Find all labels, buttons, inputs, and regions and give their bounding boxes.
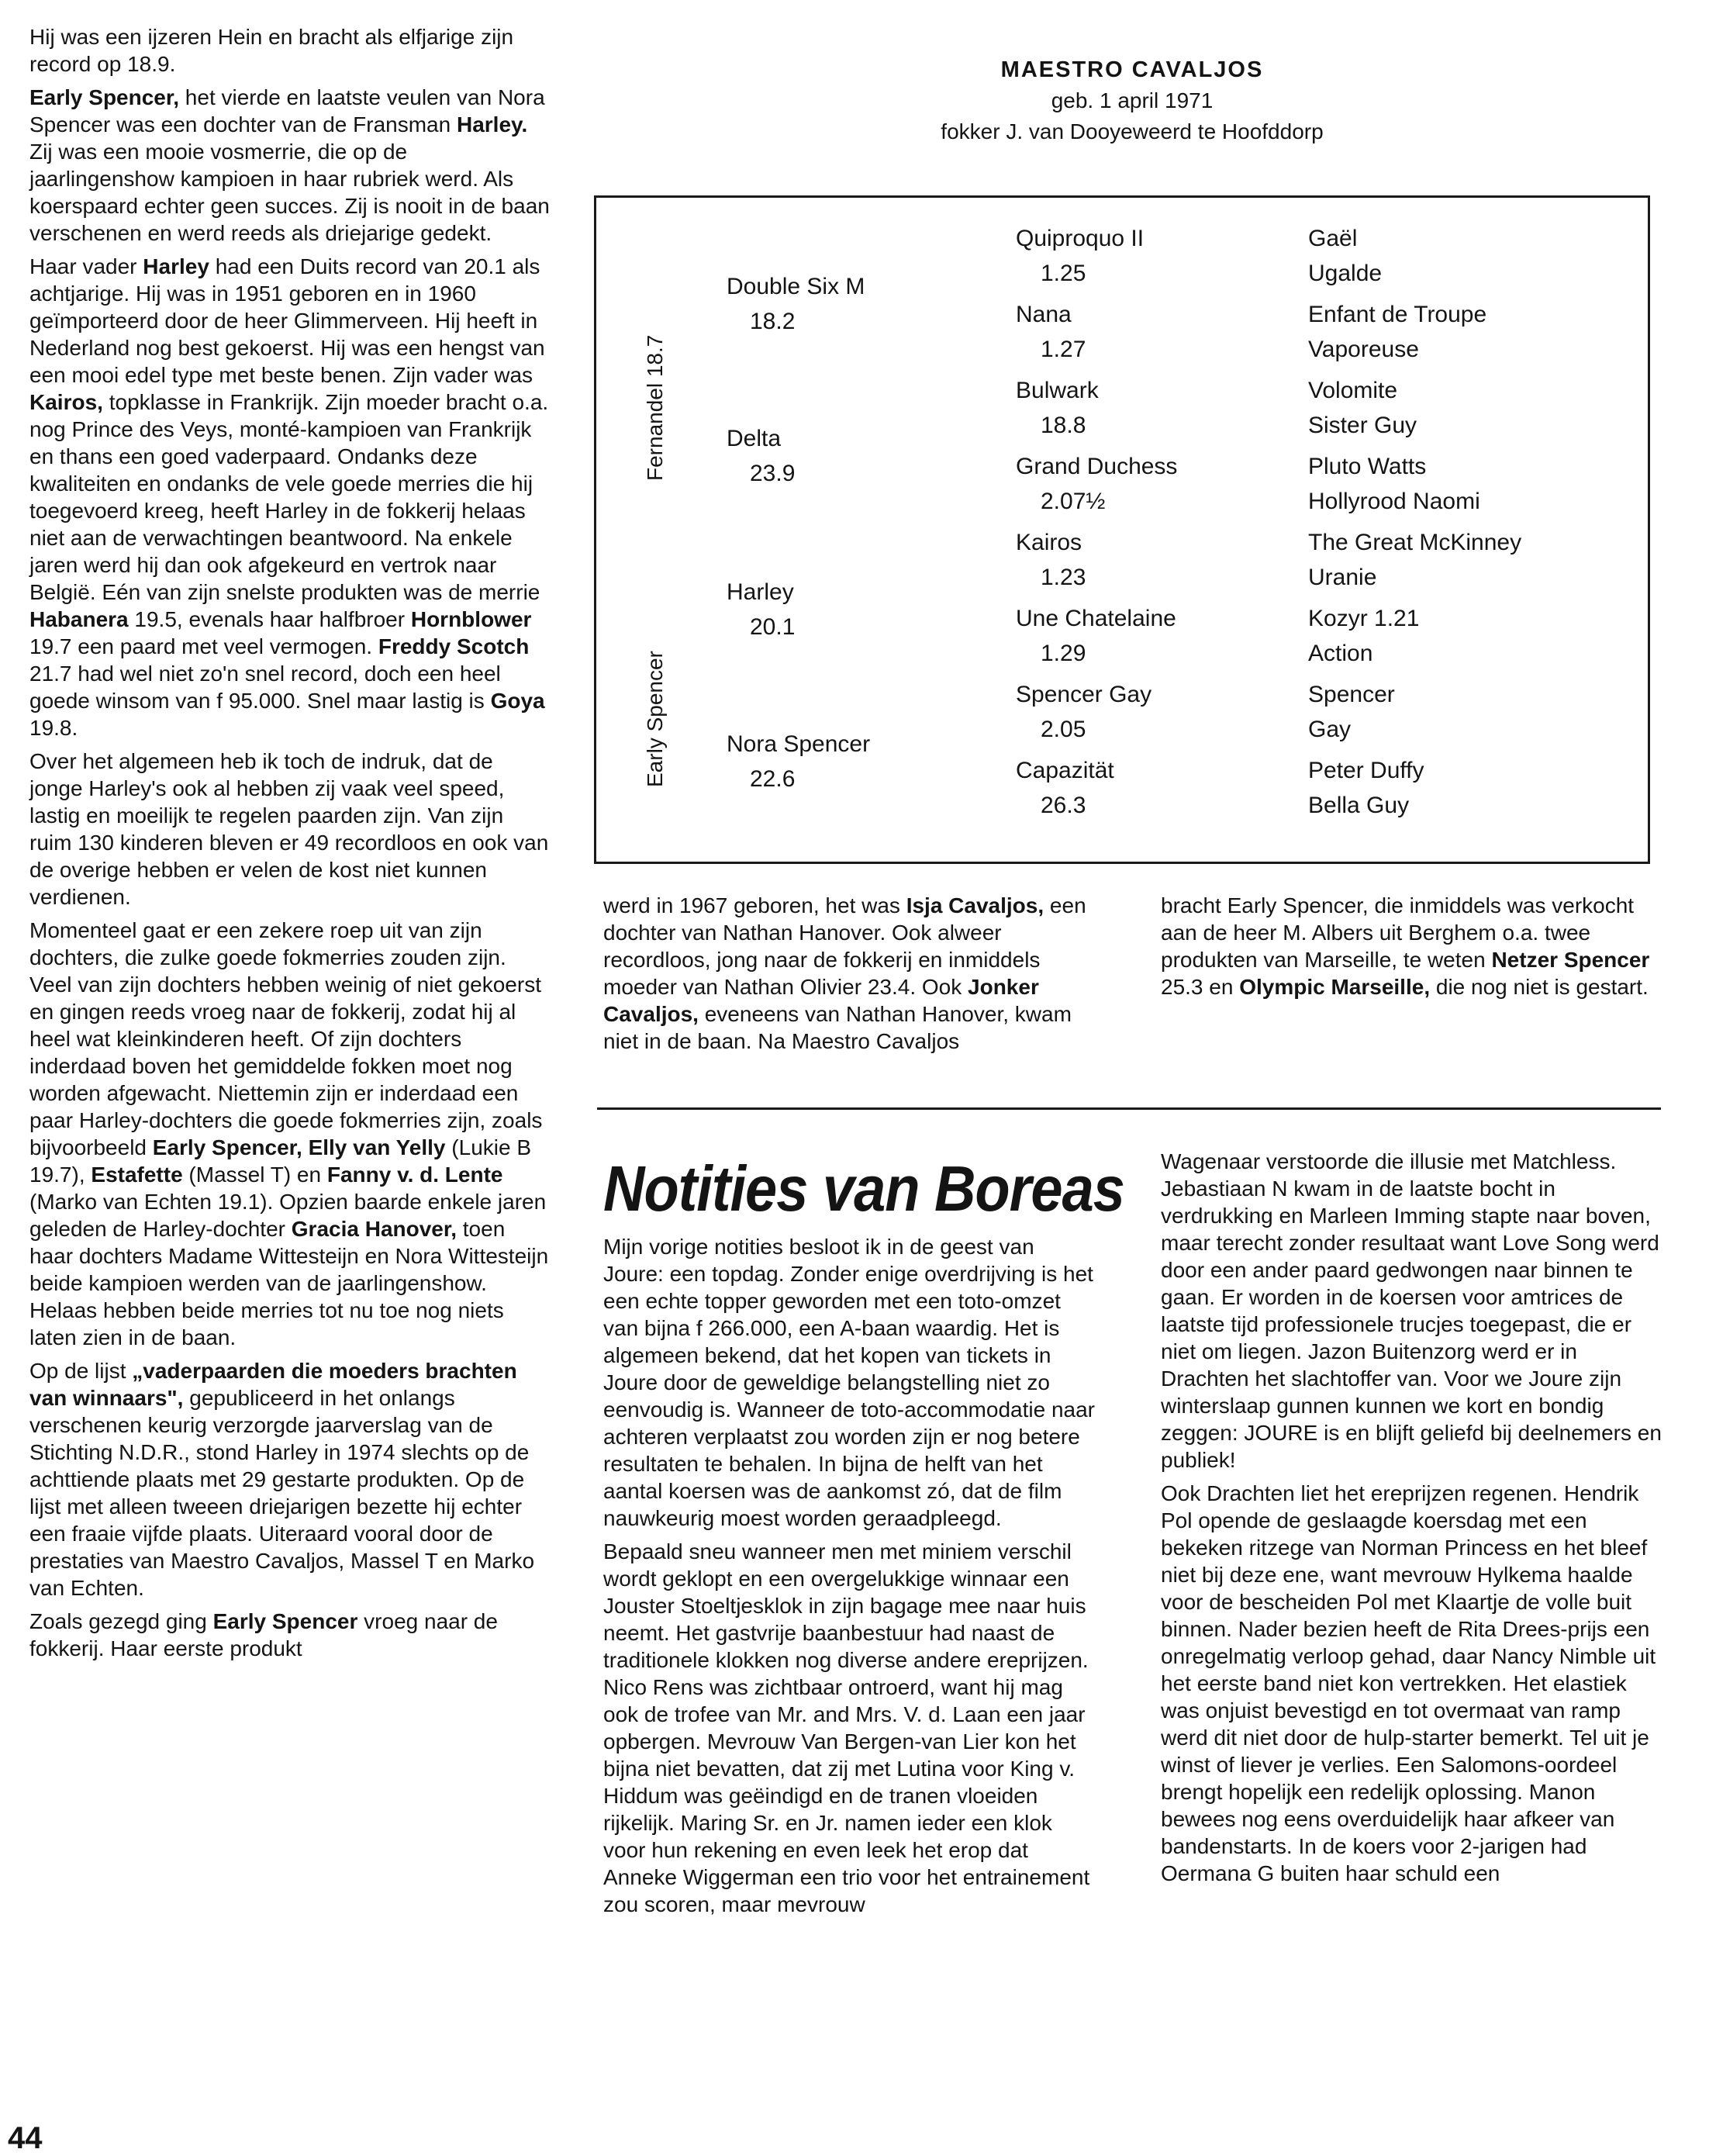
article-column-right-bottom xyxy=(1161,1148,1665,1893)
section-divider xyxy=(597,1107,1661,1110)
paragraph: Mijn vorige notities besloot ik in de geest van Joure: een topdag. Zonder enige overdrijving is het een echte topper geworden met een toto-omzet van bijna f 266.000, een A-baan waardig. Het is algemeen bekend, dat het kopen van tickets in Joure door de geweldige belangstelling niet zo eenvoudig is. Wanneer de toto-accommodatie naar achteren verplaatst zou worden zijn er nog betere resultaten te behalen. In bijna de helft van het aantal koersen was de aankomst zó, dat de film nauwkeurig moest worden geraadpleegd. xyxy=(603,1235,1095,1530)
paragraph: Op de lijst „vaderpaarden die moeders brachten van winnaars", gepubliceerd in het onlangs verschenen keurig verzorgde jaarverslag van de Stichting N.D.R., stond Harley in 1974 slechts op de achttiende plaats met 29 gestarte produkten. Op de lijst met alleen tweeen driejarigen bezette hij echter een fraaie vijfde plaats. Uiteraard vooral door de prestaties van Maestro Cavaljos, Massel T en Marko van Echten. xyxy=(29,1359,535,1600)
paragraph: Ook Drachten liet het ereprijzen regenen. Hendrik Pol opende de geslaagde koersdag met een bekeken ritzege van Norman Princess en het bleef niet bij deze ene, want mevrouw Hylkema haalde voor de bescheiden Pol met Klaartje de volle buit binnen. Nader bezien heeft de Rita Drees-prijs een onregelmatig verloop gehad, daar Nancy Nimble uit het eerste band niet kon vertrekken. Het elastiek was onjuist bevestigd en tot overmaat van ramp werd dit niet door de hulp-starter bemerkt. Tel uit je winst of liever je verlies. Een Salomons-oordeel brengt hopelijk een redelijk oplossing. Manon bewees nog eens overduidelijk haar afkeer van bandenstarts. In de koers voor 2-jarigen had Oermana G buiten haar schuld een xyxy=(1161,1481,1656,1885)
paragraph: Hij was een ijzeren Hein en bracht als elfjarige zijn record op 18.9. xyxy=(29,25,514,76)
gen2-horse: Nora Spencer 22.6 xyxy=(727,731,871,792)
gen4-horse: Kozyr 1.21 Action xyxy=(1308,606,1420,666)
paragraph: Over het algemeen heb ik toch de indruk, dat de jonge Harley's ook al hebben zij vaak veel speed, lastig en moeilijk te regelen paarden zijn. Van zijn ruim 130 kinderen bleven er 49 recordloos en ook van de overige hebben er velen de kost niet kunnen verdienen. xyxy=(29,749,549,909)
dam-label: Early Spencer xyxy=(643,651,667,787)
gen4-horse: Enfant de Troupe Vaporeuse xyxy=(1308,302,1487,362)
pedigree-table xyxy=(594,195,1650,864)
sire-label: Fernandel 18.7 xyxy=(643,334,667,481)
breeder: fokker J. van Dooyeweerd te Hoofddorp xyxy=(941,119,1324,143)
gen3-horse: Quiproquo II 1.25 xyxy=(1016,226,1145,286)
paragraph: werd in 1967 geboren, het was Isja Cavaljos, een dochter van Nathan Hanover. Ook alweer recordloos, jong naar de fokkerij en inmiddels moeder van Nathan Olivier 23.4. Ook Jonker Cavaljos, eveneens van Nathan Hanover, kwam niet in de baan. Na Maestro Cavaljos xyxy=(603,893,1086,1053)
article-column-middle-top xyxy=(603,892,1100,1061)
gen4-horse: Volomite Sister Guy xyxy=(1308,378,1417,438)
paragraph: Momenteel gaat er een zekere roep uit van zijn dochters, die zulke goede fokmerries zouden zijn. Veel van zijn dochters hebben weinig of niet gekoerst en gingen reeds vroeg naar de fokkerij, zodat hij al heel wat kleinkinderen heeft. Of zijn dochters inderdaad boven het gemiddelde fokken moet nog worden afgewacht. Niettemin zijn er inderdaad een paar Harley-dochters die goede fokmerries zijn, zoals bijvoorbeeld Early Spencer, Elly van Yelly (Lukie B 19.7), Estafette (Massel T) en Fanny v. d. Lente (Marko van Echten 19.1). Opzien baarde enkele jaren geleden de Harley-dochter Gracia Hanover, toen haar dochters Madame Wittesteijn en Nora Wittesteijn beide kampioen werden van de jaarlingenshow. Helaas hebben beide merries tot nu toe nog niets laten zien in de baan. xyxy=(29,918,549,1349)
gen2-horse: Harley 20.1 xyxy=(727,579,796,640)
article-column-right-top xyxy=(1161,892,1665,1007)
paragraph: Early Spencer, het vierde en laatste veulen van Nora Spencer was een dochter van de Fransman Harley. Zij was een mooie vosmerrie, die op de jaarlingenshow kampioen in haar rubriek werd. Als koerspaard echter geen succes. Zij is nooit in de baan verschenen en werd reeds als driejarige gedekt. xyxy=(29,85,550,245)
gen3-horse: Kairos 1.23 xyxy=(1016,530,1086,590)
birth-date: geb. 1 april 1971 xyxy=(1051,88,1214,112)
horse-name: MAESTRO CAVALJOS xyxy=(1000,57,1264,82)
section-title: Notities van Boreas xyxy=(603,1152,1124,1225)
pedigree-heading xyxy=(589,54,1675,147)
paragraph: bracht Early Spencer, die inmiddels was verkocht aan de heer M. Albers uit Berghem o.a. twee produkten van Marseille, te weten Netzer Spencer 25.3 en Olympic Marseille, die nog niet is gestart. xyxy=(1161,893,1650,999)
gen4-horse: Peter Duffy Bella Guy xyxy=(1308,758,1424,818)
gen3-horse: Bulwark 18.8 xyxy=(1016,378,1099,438)
gen4-horse: Gaël Ugalde xyxy=(1308,226,1383,286)
paragraph: Bepaald sneu wanneer men met miniem verschil wordt geklopt en een overgelukkige winnaar een Jouster Stoeltjesklok in zijn bagage mee naar huis neemt. Het gastvrije baanbestuur had naast de traditionele klokken nog diverse andere ereprijzen. Nico Rens was zichtbaar ontroerd, want hij mag ook de trofee van Mr. and Mrs. V. d. Laan een jaar opbergen. Mevrouw Van Bergen-van Lier kon het bijna niet bevatten, dat zij met Lutina voor King v. Hiddum was geëindigd en de tranen vloeiden rijkelijk. Maring Sr. en Jr. namen ieder een klok voor hun rekening en even leek het erop dat Anneke Wiggerman een trio voor het entrainement zou scoren, maar mevrouw xyxy=(603,1539,1090,1916)
article-column-left xyxy=(29,23,551,1668)
page-number: 44 xyxy=(8,2121,43,2155)
paragraph: Wagenaar verstoorde die illusie met Matchless. Jebastiaan N kwam in de laatste bocht in verdrukking en Marleen Imming stapte naar boven, maar terecht zonder resultaat want Love Song werd door een ander paard gedwongen naar binnen te gaan. Er worden in de koersen voor amtrices de laatste tijd professionele trucjes toegepast, die er niet om liegen. Jazon Buitenzorg werd er in Drachten het slachtoffer van. Voor we Joure zijn winterslaap gunnen kunnen we kort en bondig zeggen: JOURE is en blijft geliefd bij deelnemers en publiek! xyxy=(1161,1149,1662,1472)
gen4-horse: Spencer Gay xyxy=(1308,682,1395,742)
gen3-horse: Nana 1.27 xyxy=(1016,302,1086,362)
gen3-horse: Capazität 26.3 xyxy=(1016,758,1114,818)
gen4-horse: The Great McKinney Uranie xyxy=(1308,530,1522,590)
article-column-middle-bottom xyxy=(603,1233,1100,1924)
gen2-horse: Double Six M 18.2 xyxy=(727,274,865,334)
paragraph: Zoals gezegd ging Early Spencer vroeg naar de fokkerij. Haar eerste produkt xyxy=(29,1609,498,1660)
gen3-horse: Une Chatelaine 1.29 xyxy=(1016,606,1176,666)
gen3-horse: Grand Duchess 2.07½ xyxy=(1016,454,1178,514)
paragraph: Haar vader Harley had een Duits record van 20.1 als achtjarige. Hij was in 1951 geboren en in 1960 geïmporteerd door de heer Glimmerveen. Hij heeft in Nederland nog best gekoerst. Hij was een hengst van een mooi edel type met beste benen. Zijn vader was Kairos, topklasse in Frankrijk. Zijn moeder bracht o.a. nog Prince des Veys, monté-kampioen van Frankrijk en thans een goed vaderpaard. Ondanks deze kwaliteiten en ondanks de vele goede merries die hij toegevoerd kreeg, heeft Harley in de fokkerij helaas niet aan de verwachtingen beantwoord. Na enkele jaren werd hij dan ook afgekeurd en vertrok naar België. Eén van zijn snelste produkten was de merrie Habanera 19.5, evenals haar halfbroer Hornblower 19.7 een paard met veel vermogen. Freddy Scotch 21.7 had wel niet zo'n snel record, doch een heel goede winsom van f 95.000. Snel maar lastig is Goya 19.8. xyxy=(29,254,549,740)
gen3-horse: Spencer Gay 2.05 xyxy=(1016,682,1152,742)
gen4-horse: Pluto Watts Hollyrood Naomi xyxy=(1308,454,1480,514)
gen2-horse: Delta 23.9 xyxy=(727,426,796,486)
